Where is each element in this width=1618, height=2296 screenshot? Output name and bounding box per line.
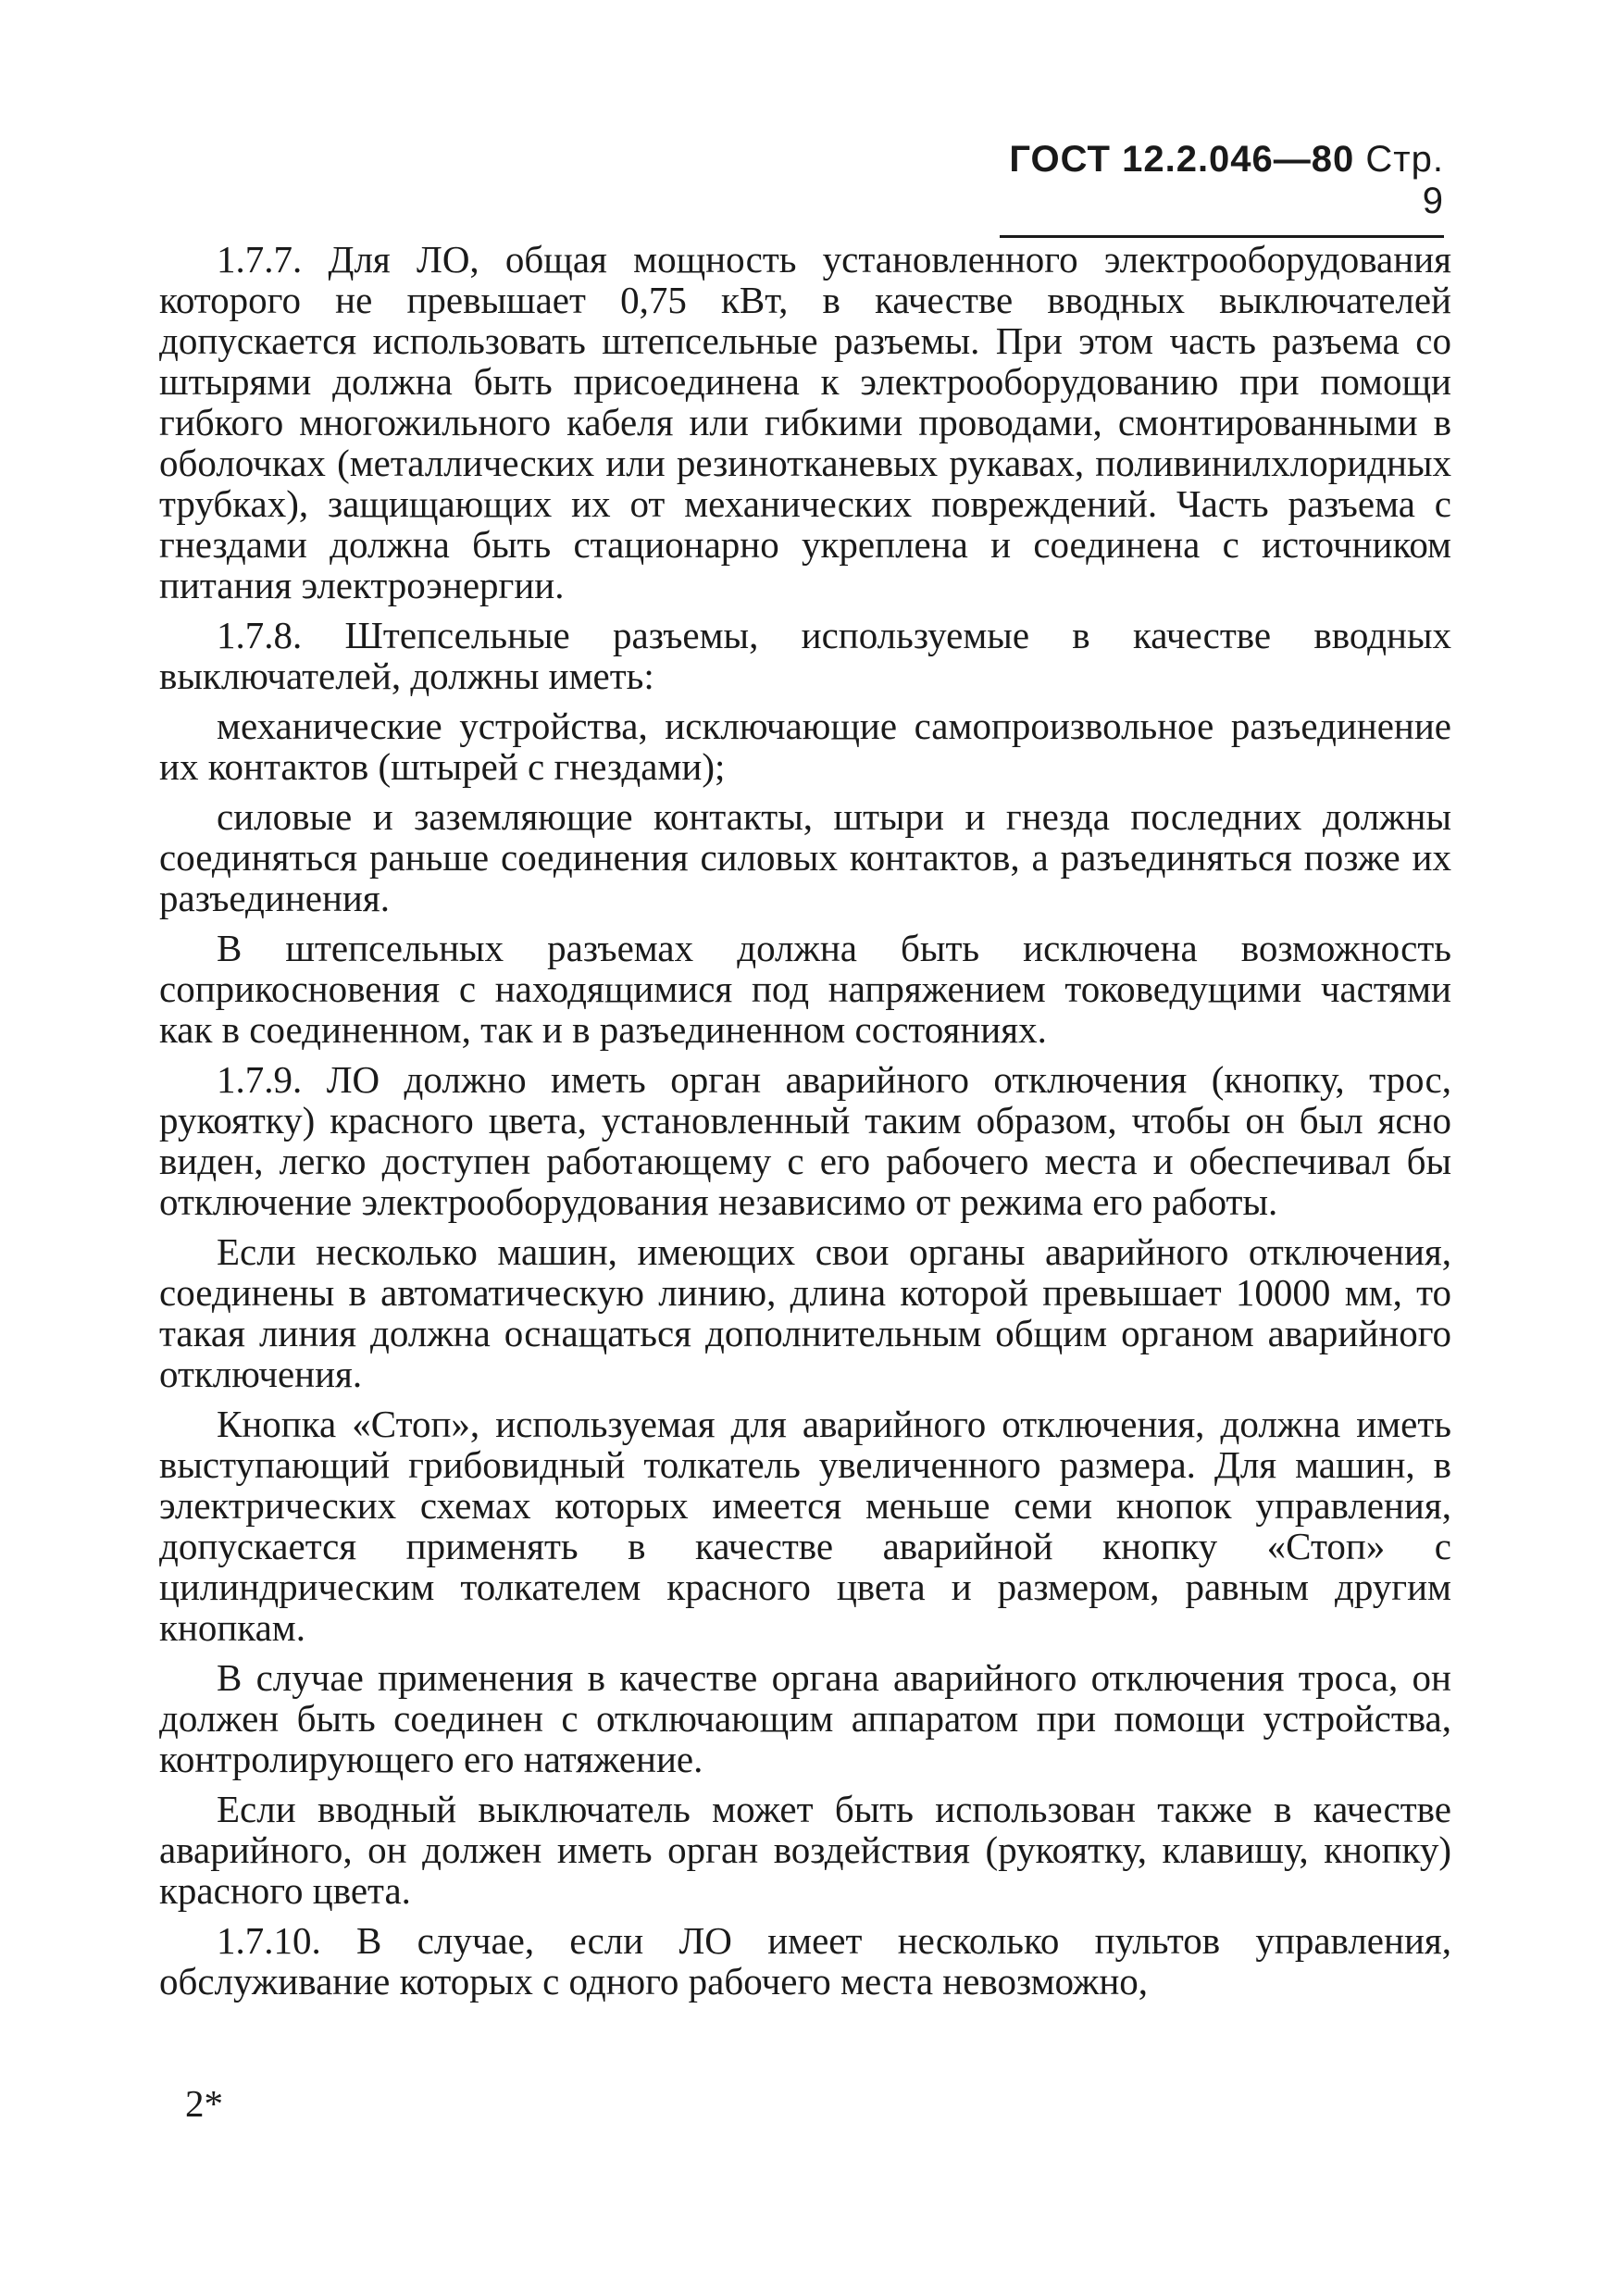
paragraph-1-7-9: 1.7.9. ЛО должно иметь орган аварийного отключения (кнопку, трос, рукоятку) красного цвета, установленный таким образом, чтобы он был ясно виден, легко доступен работающему с его рабочего места и обеспечивал бы отключение электрооборудования независимо от режима его работы.	[159, 1058, 1451, 1223]
paragraph-requirement-mechanical: механические устройства, исключающие самопроизвольное разъединение их контактов (штырей с гнездами);	[159, 705, 1451, 788]
paragraph-input-switch: Если вводный выключатель может быть использован также в качестве аварийного, он должен иметь орган воздействия (рукоятку, клавишу, кнопку) красного цвета.	[159, 1788, 1451, 1912]
paragraph-cable-switch: В случае применения в качестве органа аварийного отключения троса, он должен быть соединен с отключающим аппаратом при помощи устройства, контролирующего его натяжение.	[159, 1656, 1451, 1780]
sheet-signature: 2*	[185, 2082, 223, 2125]
paragraph-contact-protection: В штепсельных разъемах должна быть исключена возможность соприкосновения с находящимися под напряжением токоведущими частями как в соединенном, так и в разъединенном состояниях.	[159, 927, 1451, 1051]
paragraph-1-7-10: 1.7.10. В случае, если ЛО имеет несколько пультов управления, обслуживание которых с одного рабочего места невозможно,	[159, 1919, 1451, 2003]
page-number: Стр. 9	[1365, 139, 1444, 221]
paragraph-automatic-line: Если несколько машин, имеющих свои органы аварийного отключения, соединены в автоматическую линию, длина которой превышает 10000 мм, то такая линия должна оснащаться дополнительным общим органом аварийного отключения.	[159, 1230, 1451, 1395]
paragraph-requirement-contacts: силовые и заземляющие контакты, штыри и гнезда последних должны соединяться раньше соединения силовых контактов, а разъединяться позже их разъединения.	[159, 795, 1451, 919]
page-header	[1000, 139, 1444, 238]
paragraph-1-7-8: 1.7.8. Штепсельные разъемы, используемые в качестве вводных выключателей, должны иметь:	[159, 614, 1451, 697]
document-body	[159, 239, 1451, 2011]
paragraph-1-7-7: 1.7.7. Для ЛО, общая мощность установленного электрооборудования которого не превышает 0,75 кВт, в качестве вводных выключателей допускается использовать штепсельные разъемы. При этом часть разъема со штырями должна быть присоединена к электрооборудованию при помощи гибкого многожильного кабеля или гибкими проводами, смонтированными в оболочках (металлических или резинотканевых рукавах, поливинилхлоридных трубках), защищающих их от механических повреждений. Часть разъема с гнездами должна быть стационарно укреплена и соединена с источником питания электроэнергии.	[159, 238, 1451, 606]
standard-number: ГОСТ 12.2.046—80	[1009, 139, 1355, 180]
paragraph-stop-button: Кнопка «Стоп», используемая для аварийного отключения, должна иметь выступающий грибовидный толкатель увеличенного размера. Для машин, в электрических схемах которых имеется меньше семи кнопок управления, допускается применять в качестве аварийной кнопку «Стоп» с цилиндрическим толкателем красного цвета и размером, равным другим кнопкам.	[159, 1403, 1451, 1649]
